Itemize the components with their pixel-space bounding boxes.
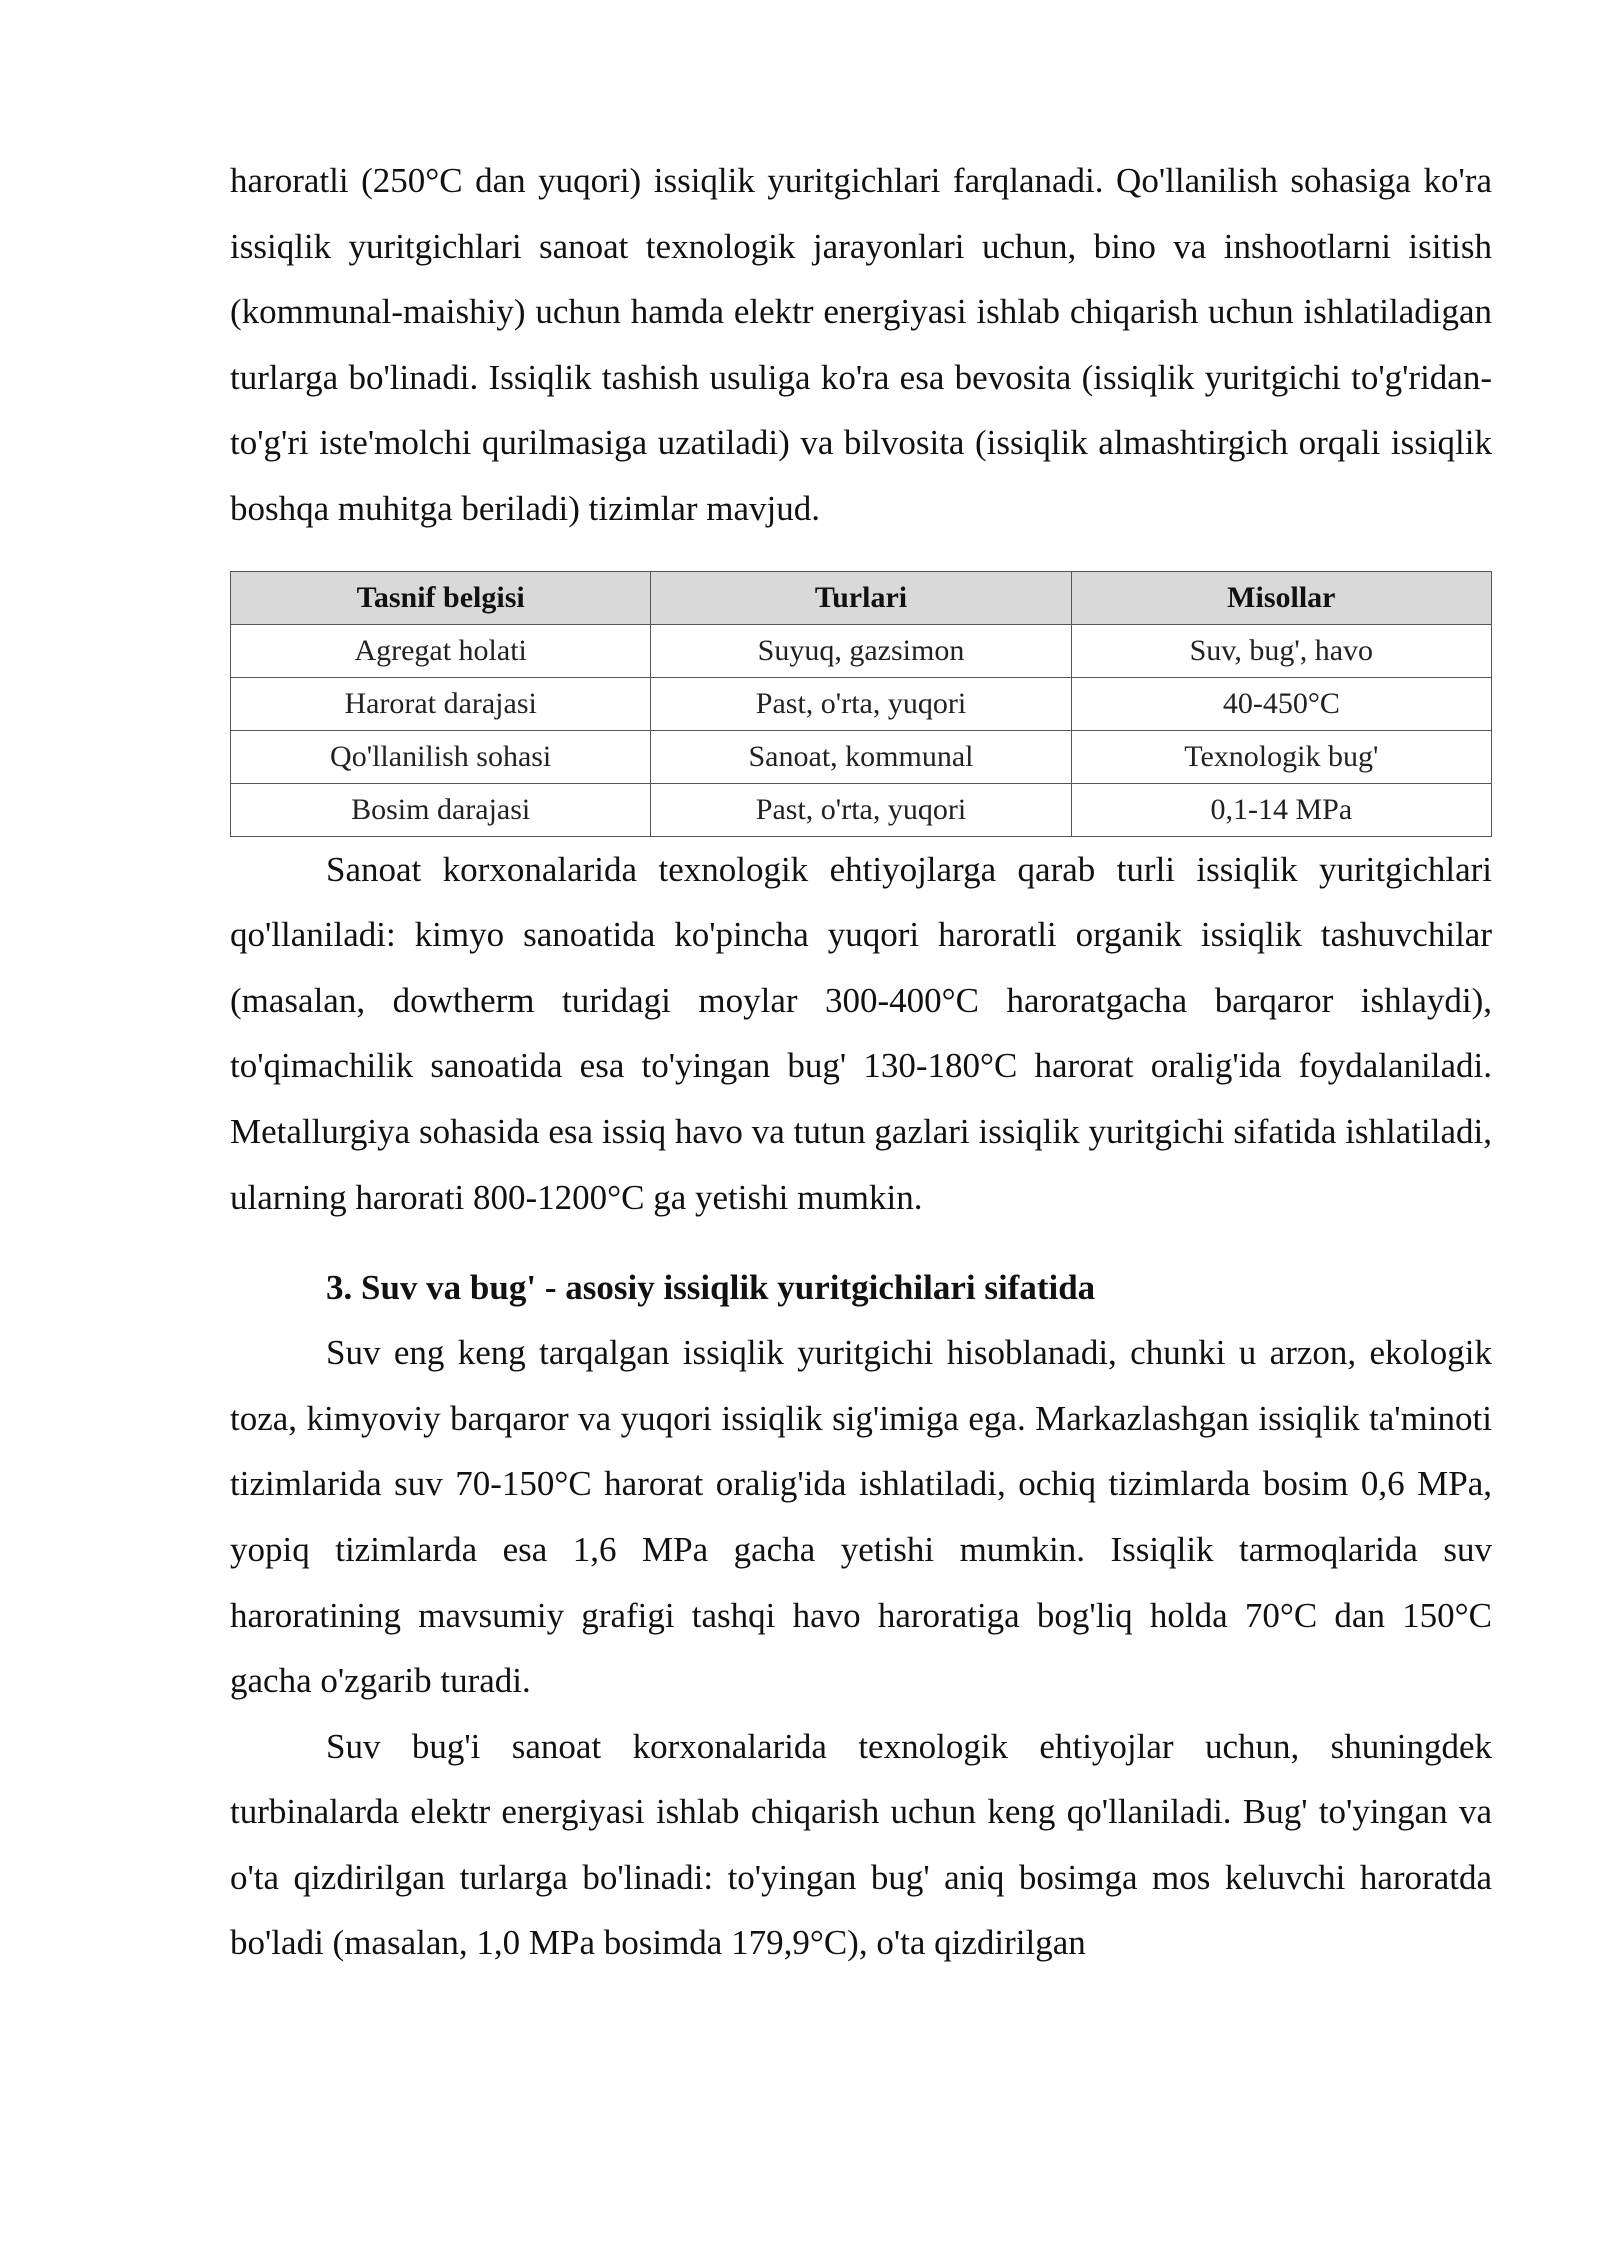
- classification-table: [230, 571, 1492, 837]
- table-row: [231, 677, 1492, 730]
- table-row: [231, 624, 1492, 677]
- table-cell: Sanoat, kommunal: [651, 730, 1071, 783]
- table-cell: Qo'llanilish sohasi: [231, 730, 651, 783]
- table-cell: 40-450°C: [1071, 677, 1491, 730]
- paragraph-industrial-usage: Sanoat korxonalarida texnologik ehtiyojlarga qarab turli issiqlik yuritgichlari qo'llaniladi: kimyo sanoatida ko'pincha yuqori haroratli organik issiqlik tashuvchilar (masalan, dowtherm turidagi moylar 300-400°C haroratgacha barqaror ishlaydi), to'qimachilik sanoatida esa to'yingan bug' 130-180°C harorat oralig'ida foydalaniladi. Metallurgiya sohasida esa issiq havo va tutun gazlari issiqlik yuritgichi sifatida ishlatiladi, ularning harorati 800-1200°C ga yetishi mumkin.: [230, 849, 1492, 1217]
- paragraph-heat-carrier-types: haroratli (250°C dan yuqori) issiqlik yuritgichlari farqlanadi. Qo'llanilish sohasiga ko'ra issiqlik yuritgichlari sanoat texnologik jarayonlari uchun, bino va inshootlarni isitish (kommunal-maishiy) uchun hamda elektr energiyasi ishlab chiqarish uchun ishlatiladigan turlarga bo'linadi. Issiqlik tashish usuliga ko'ra esa bevosita (issiqlik yuritgichi to'g'ridan-to'g'ri iste'molchi qurilmasiga uzatiladi) va bilvosita (issiqlik almashtirgich orqali issiqlik boshqa muhitga beriladi) tizimlar mavjud.: [230, 161, 1492, 528]
- paragraph-steam-carrier: Suv bug'i sanoat korxonalarida texnologik ehtiyojlar uchun, shuningdek turbinalarda elektr energiyasi ishlab chiqarish uchun keng qo'llaniladi. Bug' to'yingan va o'ta qizdirilgan turlarga bo'linadi: to'yingan bug' aniq bosimga mos keluvchi haroratda bo'ladi (masalan, 1,0 MPa bosimda 179,9°C), o'ta qizdirilgan: [230, 1726, 1492, 1963]
- classification-table-container: [230, 571, 1492, 837]
- paragraph-water-carrier: Suv eng keng tarqalgan issiqlik yuritgichi hisoblanadi, chunki u arzon, ekologik toza, kimyoviy barqaror va yuqori issiqlik sig'imiga ega. Markazlashgan issiqlik ta'minoti tizimlarida suv 70-150°C harorat oralig'ida ishlatiladi, ochiq tizimlarda bosim 0,6 MPa, yopiq tizimlarda esa 1,6 MPa gacha yetishi mumkin. Issiqlik tarmoqlarida suv haroratining mavsumiy grafigi tashqi havo haroratiga bog'liq holda 70°C dan 150°C gacha o'zgarib turadi.: [230, 1333, 1492, 1701]
- table-row: [231, 730, 1492, 783]
- table-cell: Past, o'rta, yuqori: [651, 783, 1071, 836]
- table-header-cell: Tasnif belgisi: [231, 571, 651, 624]
- table-cell: Suyuq, gazsimon: [651, 624, 1071, 677]
- table-header-row: [231, 571, 1492, 624]
- section-heading: 3. Suv va bug' - asosiy issiqlik yuritgichilari sifatida: [326, 1268, 1096, 1308]
- table-cell: Harorat darajasi: [231, 677, 651, 730]
- page-content: [230, 148, 1492, 1976]
- table-row: [231, 783, 1492, 836]
- table-cell: Texnologik bug': [1071, 730, 1491, 783]
- table-cell: Past, o'rta, yuqori: [651, 677, 1071, 730]
- table-header-cell: Turlari: [651, 571, 1071, 624]
- table-cell: Suv, bug', havo: [1071, 624, 1491, 677]
- table-cell: Bosim darajasi: [231, 783, 651, 836]
- table-cell: 0,1-14 MPa: [1071, 783, 1491, 836]
- table-cell: Agregat holati: [231, 624, 651, 677]
- table-header-cell: Misollar: [1071, 571, 1491, 624]
